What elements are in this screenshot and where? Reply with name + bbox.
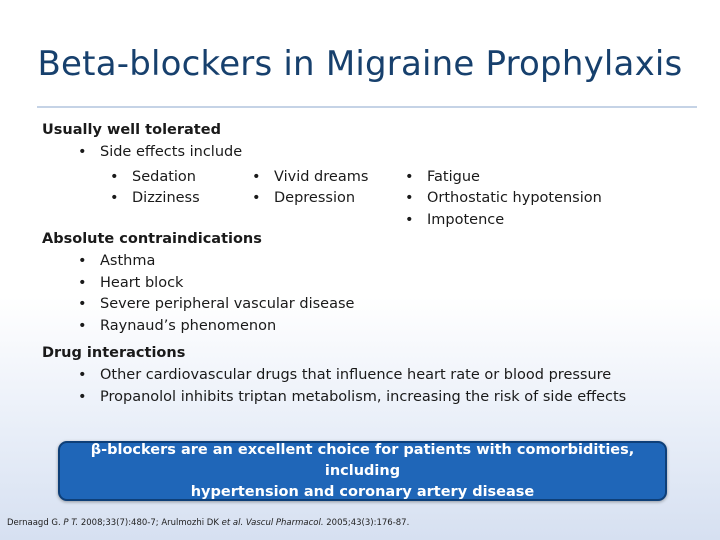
- reference-citation: Dernaagd G. P T. 2008;33(7):480-7; Arulmozhi DK et al. Vascul Pharmacol. 2005;43(3):176-87.: [7, 518, 410, 528]
- side-effect-item: • Depression: [252, 189, 355, 207]
- key-message-callout: [58, 441, 667, 501]
- side-effect-item: • Vivid dreams: [252, 168, 368, 186]
- interaction-item: • Propanolol inhibits triptan metabolism, increasing the risk of side effects: [78, 388, 626, 406]
- interactions-heading: Drug interactions: [42, 345, 186, 361]
- tolerated-heading: Usually well tolerated: [42, 122, 221, 138]
- title-divider: [37, 106, 697, 108]
- contraindication-item: • Severe peripheral vascular disease: [78, 295, 354, 313]
- side-effect-item: • Orthostatic hypotension: [405, 189, 602, 207]
- side-effect-item: • Impotence: [405, 211, 504, 229]
- slide-title: Beta-blockers in Migraine Prophylaxis: [37, 44, 683, 84]
- interaction-item: • Other cardiovascular drugs that influence heart rate or blood pressure: [78, 366, 611, 384]
- side-effect-item: • Sedation: [110, 168, 196, 186]
- contraindication-item: • Asthma: [78, 252, 155, 270]
- contraindications-heading: Absolute contraindications: [42, 231, 262, 247]
- contraindication-item: • Heart block: [78, 274, 183, 292]
- side-effect-item: • Fatigue: [405, 168, 480, 186]
- side-effects-subheading: • Side effects include: [78, 143, 242, 161]
- contraindication-item: • Raynaud’s phenomenon: [78, 317, 276, 335]
- side-effect-item: • Dizziness: [110, 189, 200, 207]
- callout-line-1: β-blockers are an excellent choice for patients with comorbidities, including: [90, 441, 635, 479]
- callout-line-2: hypertension and coronary artery disease: [190, 483, 535, 500]
